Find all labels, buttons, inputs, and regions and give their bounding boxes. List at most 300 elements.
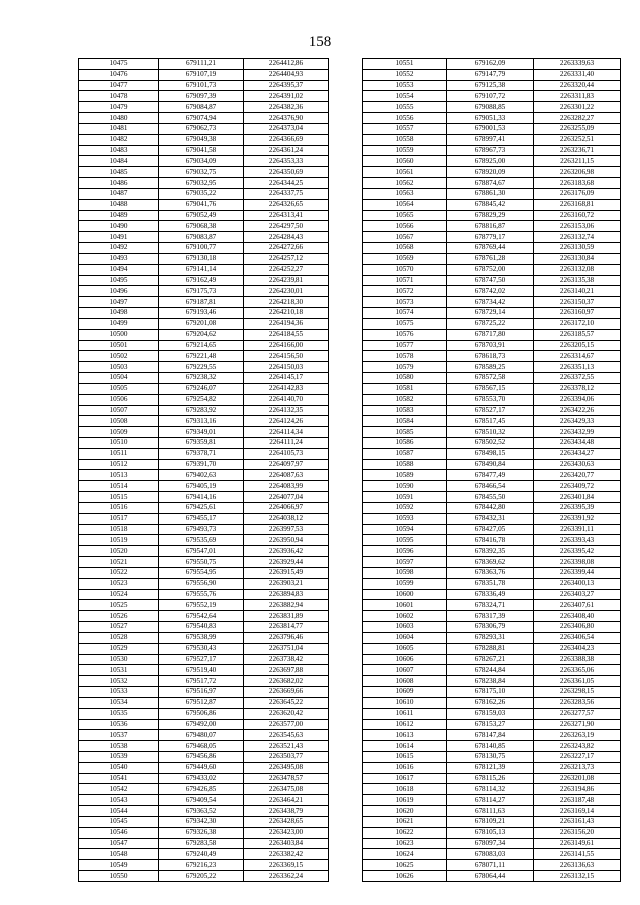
x-coordinate-cell: 678729,14 [447, 308, 534, 319]
x-coordinate-cell: 678153,27 [447, 719, 534, 730]
y-coordinate-cell: 2263432,99 [534, 427, 621, 438]
y-coordinate-cell: 2264038,12 [244, 513, 329, 524]
point-number-cell: 10548 [79, 849, 159, 860]
y-coordinate-cell: 2263620,42 [244, 708, 329, 719]
y-coordinate-cell: 2263903,21 [244, 578, 329, 589]
table-row [363, 827, 621, 838]
y-coordinate-cell: 2264313,41 [244, 210, 329, 221]
y-coordinate-cell: 2264382,36 [244, 102, 329, 113]
table-row [79, 860, 329, 871]
point-number-cell: 10567 [363, 232, 447, 243]
point-number-cell: 10482 [79, 134, 159, 145]
x-coordinate-cell: 678336,49 [447, 589, 534, 600]
x-coordinate-cell: 678874,67 [447, 178, 534, 189]
point-number-cell: 10524 [79, 589, 159, 600]
table-row [79, 762, 329, 773]
table-row [79, 134, 329, 145]
x-coordinate-cell: 678121,39 [447, 762, 534, 773]
point-number-cell: 10509 [79, 427, 159, 438]
point-number-cell: 10563 [363, 188, 447, 199]
point-number-cell: 10480 [79, 113, 159, 124]
x-coordinate-cell: 678490,84 [447, 459, 534, 470]
point-number-cell: 10610 [363, 697, 447, 708]
table-row [79, 502, 329, 513]
y-coordinate-cell: 2263434,48 [534, 437, 621, 448]
x-coordinate-cell: 678455,50 [447, 492, 534, 503]
table-row [79, 178, 329, 189]
x-coordinate-cell: 678498,15 [447, 448, 534, 459]
x-coordinate-cell: 678114,27 [447, 795, 534, 806]
x-coordinate-cell: 679492,00 [159, 719, 244, 730]
point-number-cell: 10614 [363, 741, 447, 752]
x-coordinate-cell: 678162,26 [447, 697, 534, 708]
x-coordinate-cell: 679201,08 [159, 318, 244, 329]
point-number-cell: 10557 [363, 123, 447, 134]
y-coordinate-cell: 2263150,37 [534, 297, 621, 308]
y-coordinate-cell: 2263339,63 [534, 59, 621, 70]
table-row [363, 448, 621, 459]
table-row [363, 102, 621, 113]
x-coordinate-cell: 679083,87 [159, 232, 244, 243]
y-coordinate-cell: 2264140,70 [244, 394, 329, 405]
y-coordinate-cell: 2263153,06 [534, 221, 621, 232]
y-coordinate-cell: 2263149,61 [534, 838, 621, 849]
point-number-cell: 10623 [363, 838, 447, 849]
point-number-cell: 10556 [363, 113, 447, 124]
y-coordinate-cell: 2263185,57 [534, 329, 621, 340]
x-coordinate-cell: 679051,33 [447, 113, 534, 124]
table-row [363, 589, 621, 600]
y-coordinate-cell: 2264083,99 [244, 481, 329, 492]
y-coordinate-cell: 2263936,42 [244, 546, 329, 557]
y-coordinate-cell: 2264218,30 [244, 297, 329, 308]
table-row [79, 416, 329, 427]
point-number-cell: 10609 [363, 687, 447, 698]
y-coordinate-cell: 2263894,83 [244, 589, 329, 600]
x-coordinate-cell: 678147,84 [447, 730, 534, 741]
y-coordinate-cell: 2264391,02 [244, 91, 329, 102]
point-number-cell: 10590 [363, 481, 447, 492]
x-coordinate-cell: 678159,03 [447, 708, 534, 719]
y-coordinate-cell: 2264087,63 [244, 470, 329, 481]
x-coordinate-cell: 679107,19 [159, 69, 244, 80]
point-number-cell: 10535 [79, 708, 159, 719]
table-row [79, 524, 329, 535]
table-row [363, 578, 621, 589]
point-number-cell: 10508 [79, 416, 159, 427]
table-row [363, 860, 621, 871]
point-number-cell: 10605 [363, 643, 447, 654]
table-row [363, 611, 621, 622]
y-coordinate-cell: 2263408,40 [534, 611, 621, 622]
table-row [363, 546, 621, 557]
point-number-cell: 10501 [79, 340, 159, 351]
point-number-cell: 10603 [363, 622, 447, 633]
table-row [79, 492, 329, 503]
y-coordinate-cell: 2263422,26 [534, 405, 621, 416]
table-row [79, 286, 329, 297]
table-row [79, 329, 329, 340]
y-coordinate-cell: 2263429,33 [534, 416, 621, 427]
x-coordinate-cell: 679468,05 [159, 741, 244, 752]
y-coordinate-cell: 2263645,22 [244, 697, 329, 708]
table-row [79, 871, 329, 882]
x-coordinate-cell: 679283,58 [159, 838, 244, 849]
table-row [363, 318, 621, 329]
x-coordinate-cell: 679034,09 [159, 156, 244, 167]
point-number-cell: 10495 [79, 275, 159, 286]
point-number-cell: 10550 [79, 871, 159, 882]
y-coordinate-cell: 2263428,65 [244, 816, 329, 827]
y-coordinate-cell: 2263391,92 [534, 513, 621, 524]
table-row [363, 665, 621, 676]
y-coordinate-cell: 2264297,50 [244, 221, 329, 232]
point-number-cell: 10616 [363, 762, 447, 773]
x-coordinate-cell: 678114,32 [447, 784, 534, 795]
point-number-cell: 10576 [363, 329, 447, 340]
y-coordinate-cell: 2264373,04 [244, 123, 329, 134]
table-row [79, 773, 329, 784]
point-number-cell: 10475 [79, 59, 159, 70]
y-coordinate-cell: 2263255,09 [534, 123, 621, 134]
table-row [79, 318, 329, 329]
x-coordinate-cell: 678925,00 [447, 156, 534, 167]
x-coordinate-cell: 679214,65 [159, 340, 244, 351]
point-number-cell: 10525 [79, 600, 159, 611]
point-number-cell: 10558 [363, 134, 447, 145]
x-coordinate-cell: 678097,34 [447, 838, 534, 849]
point-number-cell: 10483 [79, 145, 159, 156]
x-coordinate-cell: 679547,01 [159, 546, 244, 557]
table-row [363, 416, 621, 427]
point-number-cell: 10591 [363, 492, 447, 503]
x-coordinate-cell: 678267,21 [447, 654, 534, 665]
point-number-cell: 10544 [79, 806, 159, 817]
y-coordinate-cell: 2263382,42 [244, 849, 329, 860]
page-number: 158 [308, 34, 332, 50]
table-row [79, 752, 329, 763]
table-row [79, 481, 329, 492]
y-coordinate-cell: 2263130,84 [534, 253, 621, 264]
point-number-cell: 10519 [79, 535, 159, 546]
x-coordinate-cell: 679493,73 [159, 524, 244, 535]
y-coordinate-cell: 2263915,49 [244, 567, 329, 578]
table-row [79, 297, 329, 308]
x-coordinate-cell: 678293,31 [447, 632, 534, 643]
point-number-cell: 10533 [79, 687, 159, 698]
x-coordinate-cell: 678510,32 [447, 427, 534, 438]
point-number-cell: 10595 [363, 535, 447, 546]
y-coordinate-cell: 2263283,56 [534, 697, 621, 708]
y-coordinate-cell: 2263351,13 [534, 362, 621, 373]
table-row [363, 632, 621, 643]
x-coordinate-cell: 679480,07 [159, 730, 244, 741]
table-row [79, 708, 329, 719]
table-row [79, 676, 329, 687]
table-row [79, 210, 329, 221]
x-coordinate-cell: 679100,77 [159, 243, 244, 254]
x-coordinate-cell: 679238,32 [159, 373, 244, 384]
y-coordinate-cell: 2263172,10 [534, 318, 621, 329]
point-number-cell: 10532 [79, 676, 159, 687]
table-row [79, 405, 329, 416]
y-coordinate-cell: 2263156,20 [534, 827, 621, 838]
y-coordinate-cell: 2264194,36 [244, 318, 329, 329]
point-number-cell: 10570 [363, 264, 447, 275]
x-coordinate-cell: 678442,80 [447, 502, 534, 513]
y-coordinate-cell: 2263407,61 [534, 600, 621, 611]
table-row [363, 264, 621, 275]
y-coordinate-cell: 2264111,24 [244, 437, 329, 448]
point-number-cell: 10536 [79, 719, 159, 730]
point-number-cell: 10494 [79, 264, 159, 275]
x-coordinate-cell: 679506,86 [159, 708, 244, 719]
x-coordinate-cell: 678111,63 [447, 806, 534, 817]
y-coordinate-cell: 2263252,51 [534, 134, 621, 145]
y-coordinate-cell: 2263132,74 [534, 232, 621, 243]
point-number-cell: 10617 [363, 773, 447, 784]
table-row [363, 394, 621, 405]
table-row [79, 102, 329, 113]
y-coordinate-cell: 2263282,27 [534, 113, 621, 124]
point-number-cell: 10580 [363, 373, 447, 384]
table-row [79, 69, 329, 80]
point-number-cell: 10512 [79, 459, 159, 470]
table-row [363, 773, 621, 784]
table-row [363, 871, 621, 882]
point-number-cell: 10615 [363, 752, 447, 763]
point-number-cell: 10552 [363, 69, 447, 80]
point-number-cell: 10598 [363, 567, 447, 578]
x-coordinate-cell: 678997,41 [447, 134, 534, 145]
point-number-cell: 10534 [79, 697, 159, 708]
x-coordinate-cell: 679205,22 [159, 871, 244, 882]
y-coordinate-cell: 2264284,43 [244, 232, 329, 243]
y-coordinate-cell: 2263503,77 [244, 752, 329, 763]
x-coordinate-cell: 679041,76 [159, 199, 244, 210]
table-row [79, 394, 329, 405]
table-row [363, 470, 621, 481]
x-coordinate-cell: 679409,54 [159, 795, 244, 806]
x-coordinate-cell: 678761,28 [447, 253, 534, 264]
point-number-cell: 10564 [363, 199, 447, 210]
x-coordinate-cell: 678317,39 [447, 611, 534, 622]
point-number-cell: 10518 [79, 524, 159, 535]
table-row [363, 253, 621, 264]
coordinates-table-right [362, 58, 621, 882]
y-coordinate-cell: 2263298,15 [534, 687, 621, 698]
point-number-cell: 10530 [79, 654, 159, 665]
y-coordinate-cell: 2263132,15 [534, 871, 621, 882]
point-number-cell: 10492 [79, 243, 159, 254]
y-coordinate-cell: 2264077,04 [244, 492, 329, 503]
y-coordinate-cell: 2264326,65 [244, 199, 329, 210]
table-row [363, 741, 621, 752]
x-coordinate-cell: 678238,84 [447, 676, 534, 687]
y-coordinate-cell: 2263236,71 [534, 145, 621, 156]
table-row [79, 253, 329, 264]
table-row [363, 113, 621, 124]
y-coordinate-cell: 2263187,48 [534, 795, 621, 806]
y-coordinate-cell: 2263395,42 [534, 546, 621, 557]
x-coordinate-cell: 678769,44 [447, 243, 534, 254]
table-row [79, 816, 329, 827]
y-coordinate-cell: 2263814,77 [244, 622, 329, 633]
y-coordinate-cell: 2263169,14 [534, 806, 621, 817]
y-coordinate-cell: 2264361,24 [244, 145, 329, 156]
x-coordinate-cell: 679342,30 [159, 816, 244, 827]
table-row [363, 535, 621, 546]
y-coordinate-cell: 2263194,86 [534, 784, 621, 795]
table-row [363, 481, 621, 492]
table-row [79, 470, 329, 481]
y-coordinate-cell: 2263331,40 [534, 69, 621, 80]
y-coordinate-cell: 2264337,75 [244, 188, 329, 199]
x-coordinate-cell: 678363,76 [447, 567, 534, 578]
point-number-cell: 10606 [363, 654, 447, 665]
x-coordinate-cell: 679378,71 [159, 448, 244, 459]
x-coordinate-cell: 679032,95 [159, 178, 244, 189]
x-coordinate-cell: 679283,92 [159, 405, 244, 416]
table-row [79, 188, 329, 199]
point-number-cell: 10476 [79, 69, 159, 80]
x-coordinate-cell: 679147,79 [447, 69, 534, 80]
table-row [363, 351, 621, 362]
point-number-cell: 10538 [79, 741, 159, 752]
y-coordinate-cell: 2264150,03 [244, 362, 329, 373]
x-coordinate-cell: 679391,70 [159, 459, 244, 470]
point-number-cell: 10489 [79, 210, 159, 221]
x-coordinate-cell: 679162,09 [447, 59, 534, 70]
x-coordinate-cell: 679455,17 [159, 513, 244, 524]
y-coordinate-cell: 2264145,17 [244, 373, 329, 384]
y-coordinate-cell: 2263409,72 [534, 481, 621, 492]
table-row [363, 69, 621, 80]
table-row [79, 264, 329, 275]
point-number-cell: 10516 [79, 502, 159, 513]
point-number-cell: 10604 [363, 632, 447, 643]
table-row [363, 167, 621, 178]
x-coordinate-cell: 679516,97 [159, 687, 244, 698]
table-row [79, 59, 329, 70]
table-row [363, 752, 621, 763]
point-number-cell: 10581 [363, 383, 447, 394]
point-number-cell: 10520 [79, 546, 159, 557]
x-coordinate-cell: 679449,60 [159, 762, 244, 773]
point-number-cell: 10510 [79, 437, 159, 448]
y-coordinate-cell: 2264376,90 [244, 113, 329, 124]
table-row [363, 643, 621, 654]
y-coordinate-cell: 2263227,17 [534, 752, 621, 763]
x-coordinate-cell: 678725,22 [447, 318, 534, 329]
table-row [79, 459, 329, 470]
y-coordinate-cell: 2263183,68 [534, 178, 621, 189]
point-number-cell: 10490 [79, 221, 159, 232]
y-coordinate-cell: 2264239,81 [244, 275, 329, 286]
y-coordinate-cell: 2263577,00 [244, 719, 329, 730]
point-number-cell: 10625 [363, 860, 447, 871]
x-coordinate-cell: 679193,46 [159, 308, 244, 319]
point-number-cell: 10624 [363, 849, 447, 860]
point-number-cell: 10488 [79, 199, 159, 210]
y-coordinate-cell: 2263314,67 [534, 351, 621, 362]
point-number-cell: 10599 [363, 578, 447, 589]
x-coordinate-cell: 679517,72 [159, 676, 244, 687]
point-number-cell: 10561 [363, 167, 447, 178]
point-number-cell: 10499 [79, 318, 159, 329]
point-number-cell: 10502 [79, 351, 159, 362]
x-coordinate-cell: 678140,85 [447, 741, 534, 752]
point-number-cell: 10549 [79, 860, 159, 871]
y-coordinate-cell: 2263831,89 [244, 611, 329, 622]
table-row [79, 308, 329, 319]
y-coordinate-cell: 2263161,43 [534, 816, 621, 827]
x-coordinate-cell: 679187,81 [159, 297, 244, 308]
y-coordinate-cell: 2264412,86 [244, 59, 329, 70]
y-coordinate-cell: 2263929,44 [244, 557, 329, 568]
x-coordinate-cell: 678527,17 [447, 405, 534, 416]
x-coordinate-cell: 679175,73 [159, 286, 244, 297]
point-number-cell: 10528 [79, 632, 159, 643]
y-coordinate-cell: 2263362,24 [244, 871, 329, 882]
table-row [79, 448, 329, 459]
point-number-cell: 10620 [363, 806, 447, 817]
y-coordinate-cell: 2264257,12 [244, 253, 329, 264]
table-row [79, 167, 329, 178]
table-row [79, 719, 329, 730]
point-number-cell: 10537 [79, 730, 159, 741]
point-number-cell: 10514 [79, 481, 159, 492]
x-coordinate-cell: 678703,91 [447, 340, 534, 351]
y-coordinate-cell: 2263669,66 [244, 687, 329, 698]
x-coordinate-cell: 679538,99 [159, 632, 244, 643]
point-number-cell: 10551 [363, 59, 447, 70]
table-row [79, 687, 329, 698]
x-coordinate-cell: 678779,17 [447, 232, 534, 243]
table-row [363, 362, 621, 373]
x-coordinate-cell: 678572,58 [447, 373, 534, 384]
y-coordinate-cell: 2263882,94 [244, 600, 329, 611]
table-row [363, 80, 621, 91]
table-row [79, 427, 329, 438]
point-number-cell: 10493 [79, 253, 159, 264]
point-number-cell: 10607 [363, 665, 447, 676]
x-coordinate-cell: 679246,07 [159, 383, 244, 394]
point-number-cell: 10478 [79, 91, 159, 102]
table-row [363, 437, 621, 448]
point-number-cell: 10507 [79, 405, 159, 416]
point-number-cell: 10562 [363, 178, 447, 189]
y-coordinate-cell: 2263201,08 [534, 773, 621, 784]
point-number-cell: 10600 [363, 589, 447, 600]
y-coordinate-cell: 2263277,57 [534, 708, 621, 719]
point-number-cell: 10579 [363, 362, 447, 373]
y-coordinate-cell: 2264210,18 [244, 308, 329, 319]
table-row [363, 199, 621, 210]
table-row [79, 243, 329, 254]
y-coordinate-cell: 2263464,21 [244, 795, 329, 806]
point-number-cell: 10596 [363, 546, 447, 557]
y-coordinate-cell: 2264350,69 [244, 167, 329, 178]
x-coordinate-cell: 678244,84 [447, 665, 534, 676]
y-coordinate-cell: 2263430,63 [534, 459, 621, 470]
point-number-cell: 10584 [363, 416, 447, 427]
table-row [79, 741, 329, 752]
table-row [363, 308, 621, 319]
table-row [79, 199, 329, 210]
x-coordinate-cell: 678477,49 [447, 470, 534, 481]
point-number-cell: 10555 [363, 102, 447, 113]
